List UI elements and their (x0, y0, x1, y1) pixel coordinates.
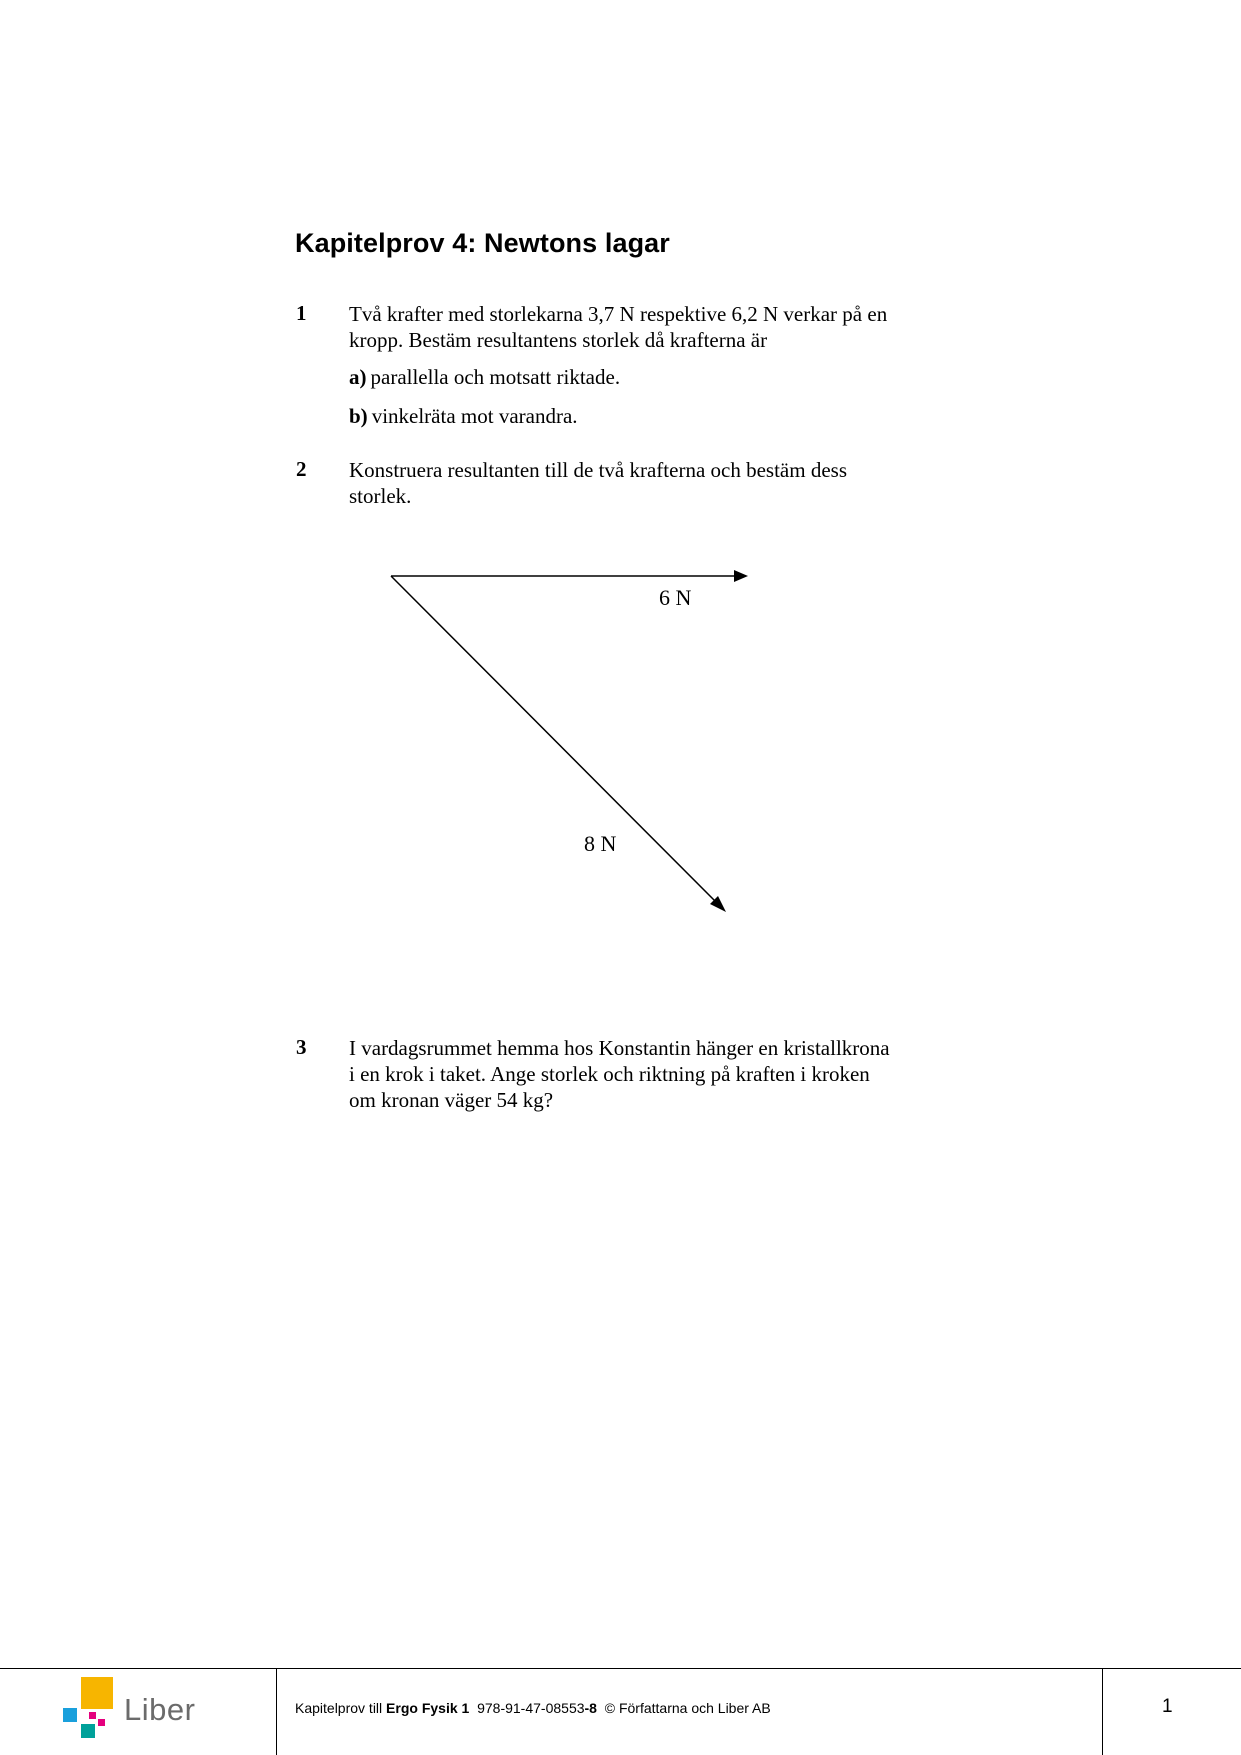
question-3-line-3: om kronan väger 54 kg? (349, 1088, 554, 1112)
page-title: Kapitelprov 4: Newtons lagar (295, 228, 670, 258)
question-1-number: 1 (296, 301, 307, 325)
question-3-text (349, 1035, 949, 1113)
question-2-line-1: Konstruera resultanten till de två krafterna och bestäm dess (349, 458, 847, 482)
subpart-label-a: a) (349, 365, 367, 389)
footer-divider-right (1102, 1668, 1103, 1755)
logo-square-magenta-2 (98, 1719, 105, 1726)
logo-square-yellow (81, 1677, 113, 1709)
question-3-line-2: i en krok i taket. Ange storlek och riktning på kraften i kroken (349, 1062, 870, 1086)
liber-logo-text: Liber (124, 1692, 196, 1727)
force-label-6n: 6 N (659, 585, 692, 610)
footer-copyright: © Författarna och Liber AB (604, 1700, 771, 1716)
subpart-text-a: parallella och motsatt riktade. (370, 365, 621, 389)
logo-square-teal (81, 1724, 95, 1738)
force-label-8n: 8 N (584, 831, 617, 856)
logo-square-blue (63, 1708, 77, 1722)
logo-square-magenta-1 (89, 1712, 96, 1719)
footer-prefix: Kapitelprov till (295, 1700, 387, 1716)
question-1-line-2: kropp. Bestäm resultantens storlek då krafterna är (349, 328, 768, 352)
footer-book-title: Ergo Fysik 1 (386, 1700, 470, 1716)
footer-isbn-suffix: -8 (584, 1700, 597, 1716)
footer-isbn: 978-91-47-08553 (477, 1700, 585, 1716)
subpart-text-b: vinkelräta mot varandra. (371, 404, 578, 428)
question-1-line-1: Två krafter med storlekarna 3,7 N respektive 6,2 N verkar på en (349, 302, 888, 326)
footer-rule (0, 1668, 1241, 1669)
force-8n-arrow (391, 576, 716, 902)
question-2-line-2: storlek. (349, 484, 412, 508)
page-number: 1 (1162, 1696, 1173, 1717)
footer-divider-left (276, 1668, 277, 1755)
subpart-label-b: b) (349, 404, 368, 428)
force-6n-arrowhead (734, 570, 748, 582)
question-3-number: 3 (296, 1035, 307, 1059)
footer-citation (295, 1700, 771, 1716)
question-3-line-1: I vardagsrummet hemma hos Konstantin hänger en kristallkrona (349, 1036, 890, 1060)
question-2-number: 2 (296, 457, 307, 481)
